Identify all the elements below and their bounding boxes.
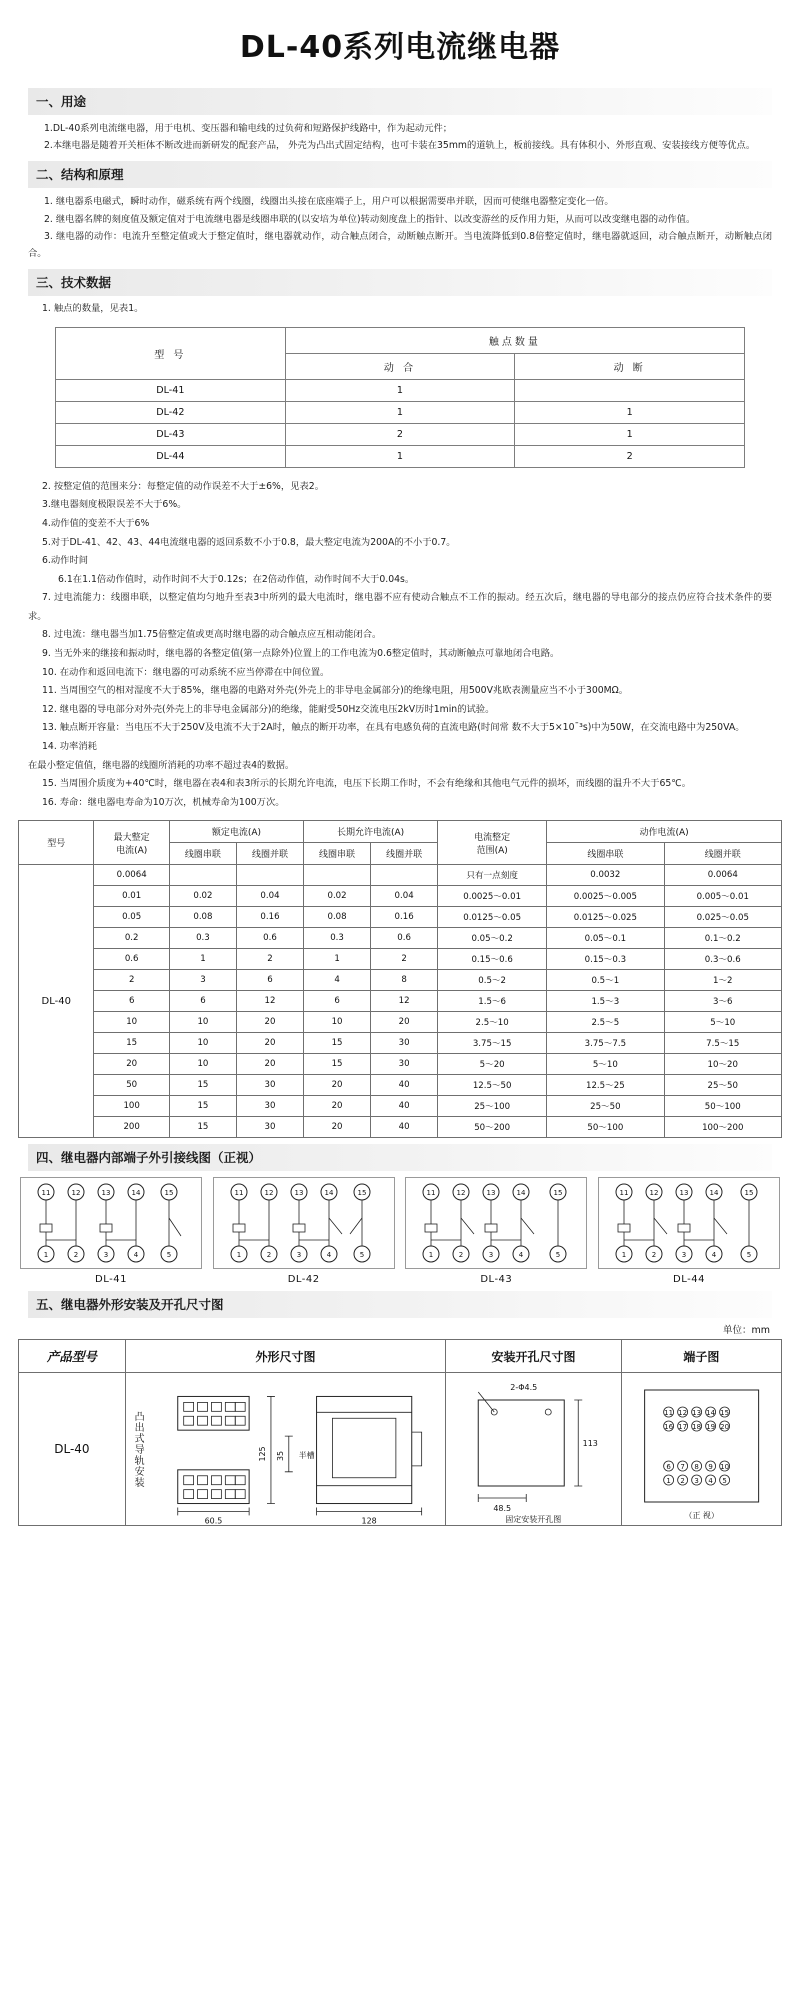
- svg-text:11: 11: [619, 1189, 629, 1198]
- wiring-diagram-row: [20, 1177, 780, 1285]
- hole-drawing-svg: [446, 1374, 620, 1524]
- wiring-diagram-dl42: [213, 1177, 395, 1285]
- table-row: [19, 1012, 782, 1033]
- wiring-diagram-dl44: [598, 1177, 780, 1285]
- cell-rated-series: 15: [169, 1075, 236, 1096]
- th-allow-parallel: 线圈并联: [371, 843, 438, 865]
- table-row: [56, 401, 745, 423]
- dl41-schematic-svg: [21, 1178, 201, 1268]
- svg-text:14: 14: [324, 1189, 334, 1198]
- svg-text:4: 4: [326, 1251, 331, 1260]
- cell-rated-series: 15: [169, 1117, 236, 1138]
- tech-item-14-note: 在最小整定值值，继电器的线圈所消耗的功率不超过表4的数据。: [28, 759, 295, 771]
- tech-item-4: 4.动作值的变差不大于6%: [42, 517, 150, 529]
- cell-model: DL-42: [56, 401, 286, 423]
- cell-allow-parallel: 40: [371, 1096, 438, 1117]
- th-setting-range-line2: 范围(A): [476, 845, 508, 856]
- cell-act-parallel: 10～20: [664, 1054, 781, 1075]
- th-normally-closed: 动 断: [515, 353, 745, 379]
- cell-outline-drawing: [125, 1373, 445, 1526]
- cell-max: 0.0064: [94, 865, 169, 886]
- cell-max: 10: [94, 1012, 169, 1033]
- table-row: [19, 1033, 782, 1054]
- table-row: [19, 907, 782, 928]
- hole-caption: 固定安装开孔图: [505, 1515, 562, 1525]
- th-max-setting-line2: 电流(A): [116, 845, 148, 856]
- svg-text:4: 4: [133, 1251, 139, 1260]
- svg-text:11: 11: [41, 1189, 51, 1198]
- th-rated-current: 额定电流(A): [169, 821, 303, 843]
- svg-text:2: 2: [73, 1251, 79, 1260]
- tech-item-2: 2. 按整定值的范围来分：每整定值的动作误差不大于±6%，见表2。: [42, 480, 324, 492]
- tech-item-13: 13. 触点断开容量：当电压不大于250V及电流不大于2A时，触点的断开功率，在具有电感负荷的直流电路(时间常 数不大于5×10ˉ³s)中为50W，在交流电路中为250VA。: [42, 722, 745, 734]
- table-row: [19, 1054, 782, 1075]
- svg-text:13: 13: [101, 1189, 111, 1198]
- cell-allow-parallel: 20: [371, 1012, 438, 1033]
- cell-max: 0.05: [94, 907, 169, 928]
- cell-allow-series: 0.02: [304, 886, 371, 907]
- cell-nc: [515, 379, 745, 401]
- table-row: [19, 970, 782, 991]
- svg-text:4: 4: [519, 1251, 524, 1260]
- cell-act-parallel: 0.0064: [664, 865, 781, 886]
- cell-rated-series: 10: [169, 1054, 236, 1075]
- usage-paragraph-2: 2.本继电器是随着开关柜体不断改进而新研发的配套产品， 外壳为凸出式固定结构，也可卡装在35mm的道轨上，板前接线。具有体积小、外形直观、安装接线方便等优点。: [44, 140, 756, 152]
- cell-no: 1: [285, 401, 515, 423]
- cell-nc: 2: [515, 445, 745, 467]
- svg-text:113: 113: [582, 1439, 599, 1449]
- tech-item-14: 14. 功率消耗: [42, 741, 97, 753]
- tech-item-6: 6.动作时间: [42, 555, 89, 567]
- tech-item-3: 3.继电器刻度极限误差不大于6%。: [42, 499, 187, 511]
- cell-act-parallel: 5～10: [664, 1012, 781, 1033]
- cell-hole-drawing: [446, 1373, 621, 1526]
- cell-act-parallel: 100～200: [664, 1117, 781, 1138]
- cell-max: 100: [94, 1096, 169, 1117]
- cell-act-series: 3.75～7.5: [547, 1033, 664, 1054]
- svg-text:5: 5: [556, 1251, 561, 1260]
- cell-allow-series: 0.08: [304, 907, 371, 928]
- cell-allow-parallel: 40: [371, 1117, 438, 1138]
- svg-text:18: 18: [691, 1423, 701, 1432]
- svg-text:15: 15: [744, 1189, 754, 1198]
- dl42-schematic-svg: [214, 1178, 394, 1268]
- svg-text:15: 15: [357, 1189, 367, 1198]
- svg-text:5: 5: [746, 1251, 752, 1260]
- svg-text:1: 1: [236, 1251, 241, 1260]
- hole-screw-label: 2-Φ4.5: [510, 1383, 538, 1393]
- cell-rated-series: 0.02: [169, 886, 236, 907]
- wiring-caption-dl42: DL-42: [287, 1274, 320, 1286]
- svg-text:14: 14: [131, 1189, 141, 1198]
- cell-range: 0.0125～0.05: [438, 907, 547, 928]
- svg-text:5: 5: [722, 1477, 727, 1486]
- cell-rated-parallel: 30: [236, 1075, 303, 1096]
- cell-allow-series: 10: [304, 1012, 371, 1033]
- th-setting-range: [438, 821, 547, 865]
- cell-range: 50～200: [438, 1117, 547, 1138]
- th-model: 型 号: [56, 327, 286, 379]
- cell-max: 6: [94, 991, 169, 1012]
- cell-rated-parallel: 0.16: [236, 907, 303, 928]
- svg-text:12: 12: [71, 1189, 81, 1198]
- cell-allow-parallel: 30: [371, 1033, 438, 1054]
- tech-item-15: 15. 当周围介质度为+40℃时，继电器在表4和表3所示的长期允许电流，电压下长期工作时，不会有绝缘和其他电气元件的损坏，而线圈的温升不大于65℃。: [42, 778, 692, 790]
- tech-item-11: 11. 当周围空气的相对湿度不大于85%，继电器的电路对外壳(外壳上的非导电金属部分)的绝缘电阻，用500V兆欧表测量应当不小于300MΩ。: [42, 685, 629, 697]
- cell-rated-series: 3: [169, 970, 236, 991]
- cell-range: 2.5～10: [438, 1012, 547, 1033]
- cell-rated-series: 10: [169, 1012, 236, 1033]
- th-setting-range-line1: 电流整定: [474, 832, 511, 843]
- svg-text:4: 4: [708, 1477, 713, 1486]
- wiring-diagram-dl43-box: [405, 1177, 587, 1269]
- svg-text:13: 13: [691, 1409, 701, 1418]
- dl43-schematic-svg: [406, 1178, 586, 1268]
- cell-act-series: 5～10: [547, 1054, 664, 1075]
- th-allow-series: 线圈串联: [304, 843, 371, 865]
- page-title: DL-40系列电流继电器: [239, 30, 561, 65]
- th-outline-drawing: 外形尺寸图: [125, 1340, 445, 1373]
- th-rated-series: 线圈串联: [169, 843, 236, 865]
- table-row: [19, 928, 782, 949]
- wiring-caption-dl44: DL-44: [673, 1274, 705, 1286]
- terminal-drawing-svg: [622, 1374, 781, 1524]
- cell-rated-parallel: 20: [236, 1012, 303, 1033]
- cell-act-parallel: 50～100: [664, 1096, 781, 1117]
- section-heading-usage: 一、用途: [28, 88, 772, 115]
- table-row: [19, 1075, 782, 1096]
- cell-act-series: 0.0032: [547, 865, 664, 886]
- cell-range: 只有一点刻度: [438, 865, 547, 886]
- cell-act-series: 0.05～0.1: [547, 928, 664, 949]
- th-contact-count: 触点数量: [285, 327, 744, 353]
- svg-text:2: 2: [459, 1251, 464, 1260]
- cell-max: 0.6: [94, 949, 169, 970]
- cell-rated-parallel: 0.04: [236, 886, 303, 907]
- dl44-schematic-svg: [599, 1178, 779, 1268]
- cell-product-model: [19, 1373, 126, 1526]
- cell-range: 12.5～50: [438, 1075, 547, 1096]
- th-max-setting-line1: 最大整定: [113, 832, 150, 843]
- cell-range: 0.0025～0.01: [438, 886, 547, 907]
- cell-allow-series: 20: [304, 1117, 371, 1138]
- cell-act-parallel: 3～6: [664, 991, 781, 1012]
- th-rated-parallel: 线圈并联: [236, 843, 303, 865]
- svg-text:12: 12: [649, 1189, 659, 1198]
- cell-act-parallel: 0.005～0.01: [664, 886, 781, 907]
- mount-type-label: 凸出式导轨安装: [132, 1410, 144, 1488]
- cell-max: 50: [94, 1075, 169, 1096]
- svg-text:12: 12: [677, 1409, 687, 1418]
- cell-allow-series: 0.3: [304, 928, 371, 949]
- svg-text:12: 12: [456, 1189, 466, 1198]
- cell-max: 0.2: [94, 928, 169, 949]
- cell-allow-parallel: 40: [371, 1075, 438, 1096]
- svg-text:11: 11: [234, 1189, 244, 1198]
- svg-text:48.5: 48.5: [493, 1504, 512, 1514]
- svg-text:2: 2: [266, 1251, 271, 1260]
- cell-rated-parallel: 30: [236, 1096, 303, 1117]
- th-max-setting: [94, 821, 169, 865]
- tech-item-12: 12. 继电器的导电部分对外壳(外壳上的非导电金属部分)的绝缘，能耐受50Hz交流电压2kV历时1min的试验。: [42, 703, 495, 715]
- table-header-row: [56, 327, 745, 353]
- cell-allow-series: 15: [304, 1033, 371, 1054]
- unit-label: 单位：mm: [722, 1325, 770, 1337]
- cell-range: 1.5～6: [438, 991, 547, 1012]
- cell-act-parallel: 0.3～0.6: [664, 949, 781, 970]
- cell-act-series: 25～50: [547, 1096, 664, 1117]
- cell-allow-parallel: 0.04: [371, 886, 438, 907]
- cell-rated-series: 0.08: [169, 907, 236, 928]
- cell-allow-series: 20: [304, 1075, 371, 1096]
- th-action-current: 动作电流(A): [547, 821, 782, 843]
- cell-allow-series: 15: [304, 1054, 371, 1075]
- cell-allow-series: [304, 865, 371, 886]
- th-hole-drawing: 安装开孔尺寸图: [446, 1340, 621, 1373]
- svg-text:3: 3: [296, 1251, 301, 1260]
- cell-allow-series: 20: [304, 1096, 371, 1117]
- cell-rated-series: 10: [169, 1033, 236, 1054]
- spec-table-wrap: [18, 820, 782, 1138]
- wiring-diagram-dl42-box: [213, 1177, 395, 1269]
- cell-model-dl40: DL-40: [19, 865, 94, 1138]
- cell-terminal-drawing: [621, 1373, 781, 1526]
- svg-text:1: 1: [621, 1251, 627, 1260]
- cell-act-parallel: 25～50: [664, 1075, 781, 1096]
- cell-rated-series: [169, 865, 236, 886]
- section-heading-wiring: 四、继电器内部端子外引接线图（正视）: [28, 1144, 772, 1171]
- svg-text:35: 35: [275, 1451, 285, 1462]
- wiring-caption-dl43: DL-43: [480, 1274, 513, 1286]
- svg-text:20: 20: [719, 1423, 729, 1432]
- section-usage-body: [0, 120, 800, 154]
- svg-text:5: 5: [359, 1251, 364, 1260]
- cell-act-series: 50～100: [547, 1117, 664, 1138]
- svg-text:3: 3: [489, 1251, 494, 1260]
- cell-act-parallel: 1～2: [664, 970, 781, 991]
- table-row: [19, 991, 782, 1012]
- svg-text:14: 14: [709, 1189, 719, 1198]
- svg-text:13: 13: [486, 1189, 496, 1198]
- svg-text:14: 14: [705, 1409, 715, 1418]
- svg-text:5: 5: [166, 1251, 172, 1260]
- cell-act-series: 12.5～25: [547, 1075, 664, 1096]
- tech-item-5: 5.对于DL-41、42、43、44电流继电器的返回系数不小于0.8，最大整定电流为200A的不小于0.7。: [42, 536, 456, 548]
- th-allowable-current: 长期允许电流(A): [304, 821, 438, 843]
- cell-allow-parallel: 8: [371, 970, 438, 991]
- th-act-series: 线圈串联: [547, 843, 664, 865]
- cell-act-series: 2.5～5: [547, 1012, 664, 1033]
- svg-text:1: 1: [429, 1251, 434, 1260]
- svg-text:15: 15: [553, 1189, 563, 1198]
- table-row: [56, 379, 745, 401]
- cell-rated-series: 6: [169, 991, 236, 1012]
- table-row: [56, 423, 745, 445]
- svg-text:3: 3: [103, 1251, 109, 1260]
- svg-text:4: 4: [711, 1251, 717, 1260]
- structure-paragraph-3: 3. 继电器的动作：电流升至整定值或大于整定值时，继电器就动作，动合触点闭合，动断触点断开。当电流降低到0.8倍整定值时，继电器就返回，动合触点断开，动断触点闭合。: [28, 230, 772, 259]
- tech-item-6-1: 6.1在1.1倍动作值时，动作时间不大于0.12s；在2倍动作值，动作时间不大于0.04s。: [58, 573, 415, 585]
- usage-paragraph-1: 1.DL-40系列电流继电器，用于电机、变压器和输电线的过负荷和短路保护线路中，作为起动元件；: [44, 123, 453, 134]
- svg-text:13: 13: [679, 1189, 689, 1198]
- table-row: [19, 865, 782, 886]
- cell-rated-series: 15: [169, 1096, 236, 1117]
- cell-act-parallel: 7.5～15: [664, 1033, 781, 1054]
- svg-text:15: 15: [164, 1189, 174, 1198]
- cell-allow-parallel: 0.6: [371, 928, 438, 949]
- cell-act-series: 0.15～0.3: [547, 949, 664, 970]
- cell-max: 20: [94, 1054, 169, 1075]
- cell-range: 0.15～0.6: [438, 949, 547, 970]
- svg-text:17: 17: [677, 1423, 687, 1432]
- dimension-table: [18, 1339, 782, 1526]
- cell-range: 0.5～2: [438, 970, 547, 991]
- cell-allow-series: 1: [304, 949, 371, 970]
- section-structure-body: [0, 193, 800, 262]
- cell-allow-parallel: 2: [371, 949, 438, 970]
- cell-act-parallel: 0.025～0.05: [664, 907, 781, 928]
- svg-text:2: 2: [651, 1251, 657, 1260]
- section-heading-technical-data: 三、技术数据: [28, 269, 772, 296]
- cell-act-series: 0.5～1: [547, 970, 664, 991]
- svg-text:7: 7: [680, 1463, 685, 1472]
- cell-rated-series: 1: [169, 949, 236, 970]
- table-row: [19, 949, 782, 970]
- svg-text:16: 16: [663, 1423, 673, 1432]
- tech-item-9: 9. 当无外来的继接和振动时，继电器的各整定值(第一点除外)位置上的工作电流为0.6整定值时，其动断触点可靠地闭合电路。: [42, 648, 560, 660]
- section-heading-dimensions: 五、继电器外形安装及开孔尺寸图: [28, 1291, 772, 1318]
- th-terminal-drawing: 端子图: [621, 1340, 781, 1373]
- dimension-data-row: [19, 1373, 782, 1526]
- svg-text:10: 10: [719, 1463, 729, 1472]
- cell-act-series: 0.0125～0.025: [547, 907, 664, 928]
- cell-act-parallel: 0.1～0.2: [664, 928, 781, 949]
- spec-table: [18, 820, 782, 1138]
- svg-text:半槽: 半槽: [298, 1451, 315, 1461]
- svg-text:9: 9: [708, 1463, 713, 1472]
- wiring-diagram-dl41: [20, 1177, 202, 1285]
- svg-text:11: 11: [663, 1409, 673, 1418]
- table-row: [56, 445, 745, 467]
- tech-item-1: 1. 触点的数量，见表1。: [42, 303, 144, 315]
- cell-range: 0.05～0.2: [438, 928, 547, 949]
- tech-item-10: 10. 在动作和返回电流下：继电器的可动系统不应当停滞在中间位置。: [42, 666, 330, 678]
- dim-60-5: 60.5: [204, 1516, 223, 1525]
- wiring-diagram-dl43: [405, 1177, 587, 1285]
- table-row: [19, 1096, 782, 1117]
- cell-rated-parallel: 20: [236, 1054, 303, 1075]
- contact-quantity-table-wrap: [55, 327, 745, 468]
- terminal-caption: （正 视）: [684, 1511, 719, 1521]
- cell-rated-parallel: 6: [236, 970, 303, 991]
- cell-no: 1: [285, 445, 515, 467]
- cell-model: DL-41: [56, 379, 286, 401]
- table-row: [19, 886, 782, 907]
- cell-allow-parallel: 0.16: [371, 907, 438, 928]
- th-normally-open: 动 合: [285, 353, 515, 379]
- cell-allow-series: 6: [304, 991, 371, 1012]
- cell-rated-parallel: [236, 865, 303, 886]
- cell-no: 1: [285, 379, 515, 401]
- section-heading-structure: 二、结构和原理: [28, 161, 772, 188]
- svg-text:14: 14: [516, 1189, 526, 1198]
- svg-text:6: 6: [666, 1463, 671, 1472]
- cell-max: 2: [94, 970, 169, 991]
- cell-model: DL-44: [56, 445, 286, 467]
- cell-rated-parallel: 30: [236, 1117, 303, 1138]
- wiring-diagram-dl44-box: [598, 1177, 780, 1269]
- cell-model-text: DL-40: [54, 1442, 90, 1457]
- cell-allow-parallel: 12: [371, 991, 438, 1012]
- cell-rated-parallel: 12: [236, 991, 303, 1012]
- cell-act-series: 0.0025～0.005: [547, 886, 664, 907]
- svg-text:1: 1: [43, 1251, 49, 1260]
- cell-allow-parallel: 30: [371, 1054, 438, 1075]
- wiring-caption-dl41: DL-41: [95, 1274, 127, 1286]
- cell-range: 25～100: [438, 1096, 547, 1117]
- cell-range: 5～20: [438, 1054, 547, 1075]
- svg-text:19: 19: [705, 1423, 715, 1432]
- th-model: 型号: [19, 821, 94, 865]
- cell-rated-series: 0.3: [169, 928, 236, 949]
- tech-item-7: 7. 过电流能力：线圈串联，以整定值均匀地升至表3中所列的最大电流时，继电器不应有使动合触点不工作的振动。经五次后，继电器的导电部分的接点仍应符合技术条件的要求。: [28, 592, 772, 622]
- svg-text:8: 8: [694, 1463, 699, 1472]
- dimension-table-wrap: [18, 1339, 782, 1526]
- dim-128: 128: [361, 1516, 377, 1525]
- svg-text:2: 2: [680, 1477, 685, 1486]
- cell-nc: 1: [515, 423, 745, 445]
- cell-rated-parallel: 2: [236, 949, 303, 970]
- th-product-model: 产品型号: [19, 1340, 126, 1373]
- cell-rated-parallel: 20: [236, 1033, 303, 1054]
- cell-max: 200: [94, 1117, 169, 1138]
- svg-text:3: 3: [694, 1477, 699, 1486]
- svg-text:13: 13: [294, 1189, 304, 1198]
- contact-quantity-table: [55, 327, 745, 468]
- svg-text:15: 15: [719, 1409, 729, 1418]
- dimension-header-row: [19, 1340, 782, 1373]
- cell-rated-parallel: 0.6: [236, 928, 303, 949]
- svg-text:3: 3: [681, 1251, 687, 1260]
- cell-range: 3.75～15: [438, 1033, 547, 1054]
- cell-act-series: 1.5～3: [547, 991, 664, 1012]
- th-act-parallel: 线圈并联: [664, 843, 781, 865]
- tech-item-8: 8. 过电流：继电器当加1.75倍整定值或更高时继电器的动合触点应互相动能闭合。: [42, 629, 382, 641]
- cell-allow-parallel: [371, 865, 438, 886]
- table-row: [19, 1117, 782, 1138]
- cell-allow-series: 4: [304, 970, 371, 991]
- cell-model: DL-43: [56, 423, 286, 445]
- svg-text:12: 12: [264, 1189, 274, 1198]
- structure-paragraph-1: 1. 继电器系电磁式，瞬时动作，磁系统有两个线圈，线圈出头接在底座端子上，用户可以根据需要串并联，因而可使继电器整定变化一倍。: [44, 196, 614, 208]
- structure-paragraph-2: 2. 继电器名牌的刻度值及额定值对于电流继电器是线圈串联的(以安培为单位)转动刻度盘上的指针、以改变游丝的反作用力矩，从而可以改变继电器的动作值。: [44, 213, 696, 225]
- wiring-diagram-dl41-box: [20, 1177, 202, 1269]
- svg-text:11: 11: [426, 1189, 436, 1198]
- cell-max: 0.01: [94, 886, 169, 907]
- spec-header-row-1: [19, 821, 782, 843]
- svg-text:125: 125: [257, 1446, 267, 1462]
- cell-nc: 1: [515, 401, 745, 423]
- tech-item-16: 16. 寿命：继电器电寿命为10万次，机械寿命为100万次。: [42, 796, 285, 808]
- svg-text:1: 1: [666, 1477, 671, 1486]
- cell-no: 2: [285, 423, 515, 445]
- outline-drawing-svg: [148, 1374, 445, 1524]
- cell-max: 15: [94, 1033, 169, 1054]
